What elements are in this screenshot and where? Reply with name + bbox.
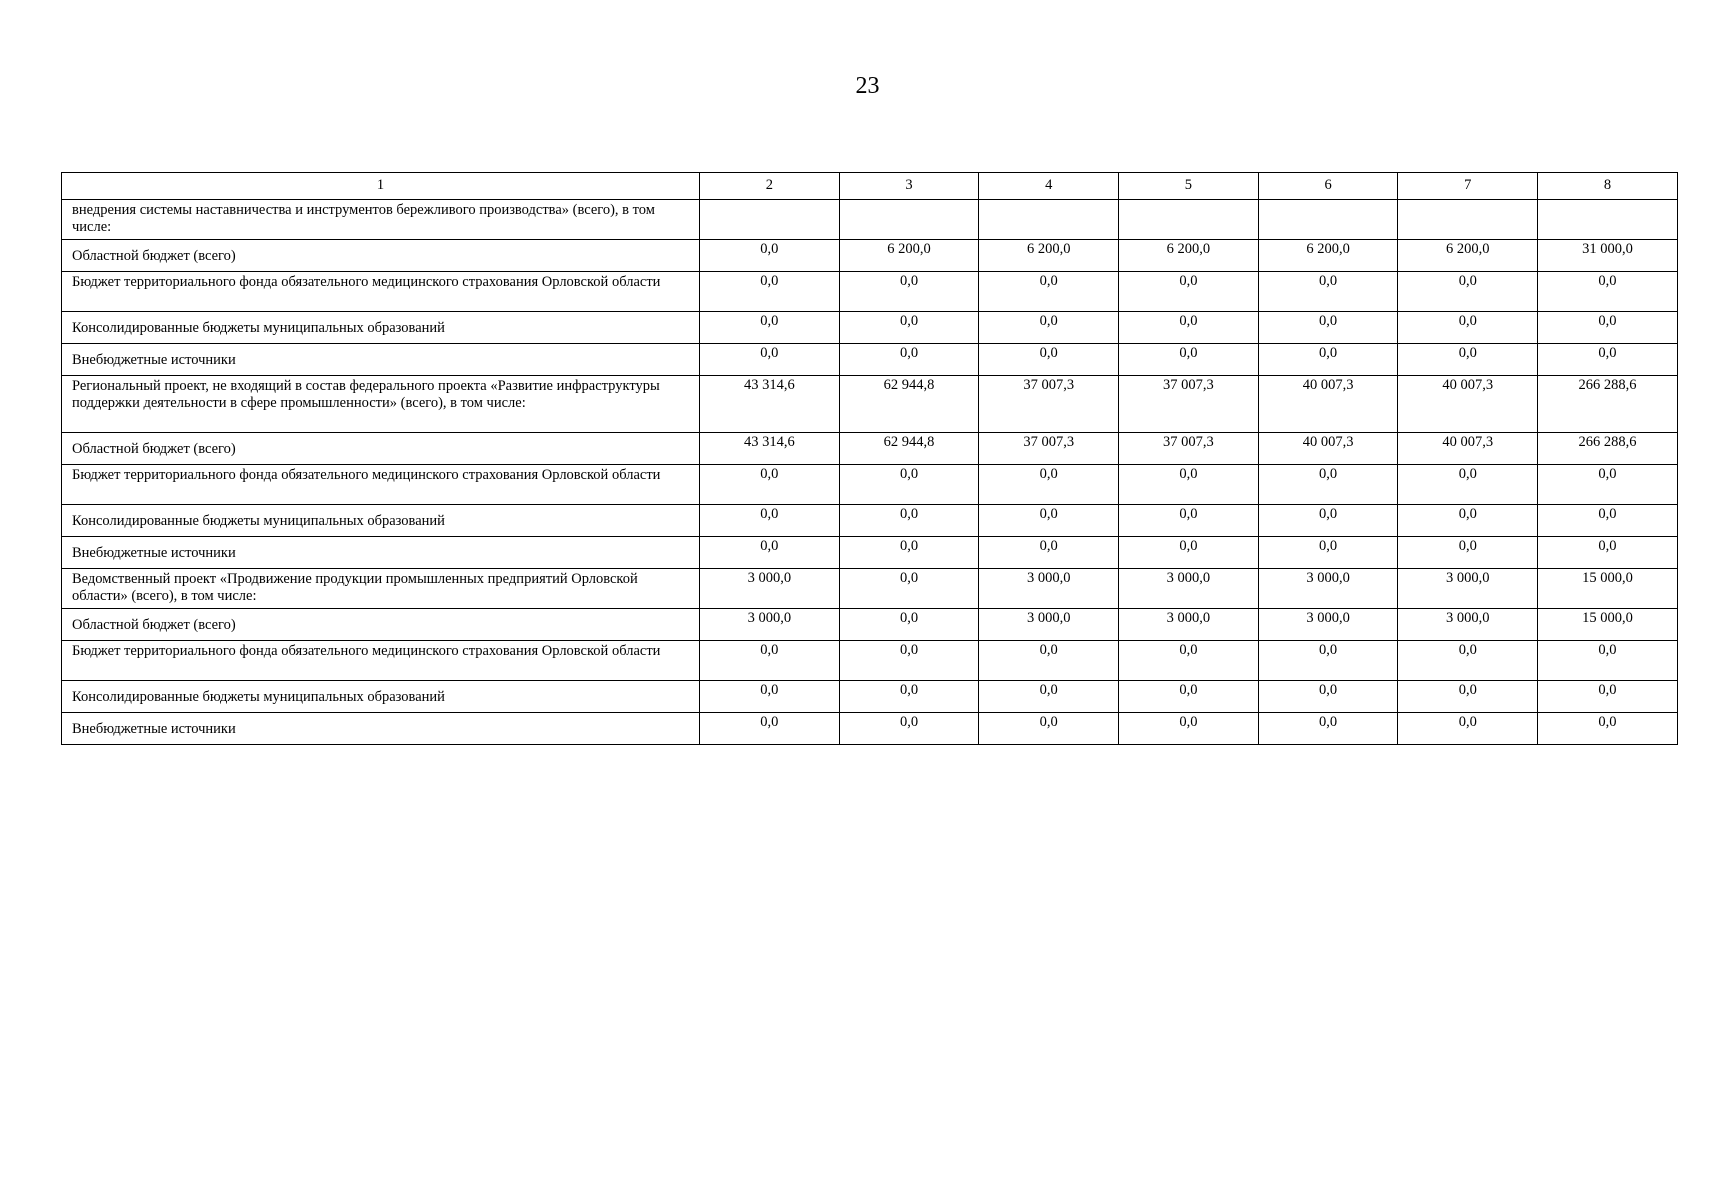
column-header: 5 <box>1119 173 1259 200</box>
table-row <box>62 376 1678 433</box>
value-cell: 0,0 <box>700 641 840 681</box>
value-cell: 0,0 <box>1398 505 1538 537</box>
table-row <box>62 569 1678 609</box>
value-cell: 0,0 <box>1398 713 1538 745</box>
table-row <box>62 433 1678 465</box>
value-cell: 0,0 <box>1119 713 1259 745</box>
value-cell <box>979 200 1119 240</box>
value-cell: 37 007,3 <box>1119 376 1259 433</box>
value-cell <box>1258 200 1398 240</box>
row-label-cell: Консолидированные бюджеты муниципальных образований <box>62 312 700 344</box>
value-cell: 0,0 <box>700 505 840 537</box>
value-cell: 31 000,0 <box>1538 240 1678 272</box>
value-cell: 0,0 <box>1398 641 1538 681</box>
value-cell: 0,0 <box>839 569 979 609</box>
value-cell: 0,0 <box>979 344 1119 376</box>
table-row <box>62 344 1678 376</box>
column-header: 3 <box>839 173 979 200</box>
value-cell: 0,0 <box>700 713 840 745</box>
row-label-cell: Внебюджетные источники <box>62 713 700 745</box>
value-cell: 0,0 <box>1258 505 1398 537</box>
row-label-cell: Бюджет территориального фонда обязательного медицинского страхования Орловской области <box>62 641 700 681</box>
value-cell: 0,0 <box>1258 681 1398 713</box>
value-cell: 0,0 <box>1119 465 1259 505</box>
value-cell: 0,0 <box>1258 465 1398 505</box>
value-cell: 0,0 <box>839 609 979 641</box>
row-label-cell: Областной бюджет (всего) <box>62 433 700 465</box>
value-cell: 0,0 <box>839 713 979 745</box>
value-cell: 3 000,0 <box>1119 609 1259 641</box>
value-cell: 0,0 <box>839 641 979 681</box>
value-cell: 6 200,0 <box>979 240 1119 272</box>
value-cell: 0,0 <box>979 713 1119 745</box>
value-cell: 37 007,3 <box>979 376 1119 433</box>
column-header: 7 <box>1398 173 1538 200</box>
value-cell: 0,0 <box>839 505 979 537</box>
value-cell: 3 000,0 <box>1398 609 1538 641</box>
header-row <box>62 173 1678 200</box>
value-cell: 62 944,8 <box>839 433 979 465</box>
value-cell: 40 007,3 <box>1258 433 1398 465</box>
value-cell: 6 200,0 <box>839 240 979 272</box>
value-cell: 0,0 <box>1538 272 1678 312</box>
value-cell: 0,0 <box>1538 713 1678 745</box>
value-cell: 0,0 <box>1258 344 1398 376</box>
page-number: 23 <box>855 73 880 99</box>
value-cell: 62 944,8 <box>839 376 979 433</box>
value-cell: 0,0 <box>1258 537 1398 569</box>
value-cell: 0,0 <box>1119 641 1259 681</box>
value-cell: 0,0 <box>700 465 840 505</box>
value-cell: 0,0 <box>979 272 1119 312</box>
value-cell <box>1119 200 1259 240</box>
value-cell: 0,0 <box>839 344 979 376</box>
value-cell: 266 288,6 <box>1538 433 1678 465</box>
column-header: 1 <box>62 173 700 200</box>
row-label-cell: внедрения системы наставничества и инструментов бережливого производства» (всего), в том числе: <box>62 200 700 240</box>
value-cell: 0,0 <box>700 312 840 344</box>
budget-table-container <box>61 172 1677 745</box>
value-cell: 0,0 <box>839 537 979 569</box>
value-cell: 0,0 <box>1119 505 1259 537</box>
value-cell: 0,0 <box>979 505 1119 537</box>
value-cell <box>1398 200 1538 240</box>
value-cell: 37 007,3 <box>979 433 1119 465</box>
value-cell: 40 007,3 <box>1398 433 1538 465</box>
value-cell: 0,0 <box>839 312 979 344</box>
table-row <box>62 713 1678 745</box>
column-header: 2 <box>700 173 840 200</box>
value-cell: 0,0 <box>839 465 979 505</box>
table-row <box>62 465 1678 505</box>
value-cell <box>700 200 840 240</box>
value-cell: 0,0 <box>700 272 840 312</box>
value-cell: 0,0 <box>1538 641 1678 681</box>
value-cell: 0,0 <box>1538 537 1678 569</box>
value-cell: 3 000,0 <box>979 569 1119 609</box>
table-row <box>62 505 1678 537</box>
value-cell: 15 000,0 <box>1538 609 1678 641</box>
value-cell: 0,0 <box>1119 272 1259 312</box>
row-label-cell: Бюджет территориального фонда обязательного медицинского страхования Орловской области <box>62 465 700 505</box>
value-cell: 3 000,0 <box>1258 569 1398 609</box>
value-cell: 0,0 <box>1119 681 1259 713</box>
value-cell: 0,0 <box>979 312 1119 344</box>
value-cell: 0,0 <box>700 240 840 272</box>
value-cell: 0,0 <box>1119 344 1259 376</box>
value-cell: 0,0 <box>700 344 840 376</box>
table-row <box>62 200 1678 240</box>
table-row <box>62 312 1678 344</box>
value-cell: 0,0 <box>1398 312 1538 344</box>
table-row <box>62 609 1678 641</box>
value-cell: 6 200,0 <box>1119 240 1259 272</box>
value-cell: 0,0 <box>1398 681 1538 713</box>
value-cell: 0,0 <box>979 537 1119 569</box>
value-cell: 0,0 <box>1538 344 1678 376</box>
row-label-cell: Областной бюджет (всего) <box>62 609 700 641</box>
table-row <box>62 240 1678 272</box>
value-cell: 15 000,0 <box>1538 569 1678 609</box>
value-cell <box>839 200 979 240</box>
value-cell: 0,0 <box>1258 641 1398 681</box>
row-label-cell: Внебюджетные источники <box>62 344 700 376</box>
value-cell: 0,0 <box>1398 537 1538 569</box>
column-header: 8 <box>1538 173 1678 200</box>
value-cell: 3 000,0 <box>979 609 1119 641</box>
value-cell: 0,0 <box>1538 312 1678 344</box>
row-label-cell: Бюджет территориального фонда обязательного медицинского страхования Орловской области <box>62 272 700 312</box>
value-cell: 0,0 <box>1538 505 1678 537</box>
value-cell <box>1538 200 1678 240</box>
value-cell: 3 000,0 <box>1119 569 1259 609</box>
value-cell: 0,0 <box>839 681 979 713</box>
value-cell: 0,0 <box>979 681 1119 713</box>
column-header: 4 <box>979 173 1119 200</box>
value-cell: 0,0 <box>1258 272 1398 312</box>
value-cell: 3 000,0 <box>700 569 840 609</box>
value-cell: 3 000,0 <box>1258 609 1398 641</box>
value-cell: 0,0 <box>700 681 840 713</box>
row-label-cell: Региональный проект, не входящий в состав федерального проекта «Развитие инфраструктуры поддержки деятельности в сфере промышленности» (всего), в том числе: <box>62 376 700 433</box>
row-label-cell: Внебюджетные источники <box>62 537 700 569</box>
value-cell: 0,0 <box>1119 312 1259 344</box>
value-cell: 0,0 <box>1398 465 1538 505</box>
value-cell: 0,0 <box>979 465 1119 505</box>
value-cell: 0,0 <box>1258 713 1398 745</box>
value-cell: 3 000,0 <box>1398 569 1538 609</box>
value-cell: 0,0 <box>839 272 979 312</box>
row-label-cell: Консолидированные бюджеты муниципальных образований <box>62 505 700 537</box>
value-cell: 0,0 <box>1538 465 1678 505</box>
value-cell: 6 200,0 <box>1258 240 1398 272</box>
value-cell: 0,0 <box>1398 272 1538 312</box>
value-cell: 40 007,3 <box>1398 376 1538 433</box>
value-cell: 37 007,3 <box>1119 433 1259 465</box>
row-label-cell: Областной бюджет (всего) <box>62 240 700 272</box>
table-row <box>62 272 1678 312</box>
row-label-cell: Ведомственный проект «Продвижение продукции промышленных предприятий Орловской области» (всего), в том числе: <box>62 569 700 609</box>
table-body <box>62 200 1678 745</box>
value-cell: 0,0 <box>979 641 1119 681</box>
value-cell: 266 288,6 <box>1538 376 1678 433</box>
budget-table <box>61 172 1678 745</box>
value-cell: 0,0 <box>1398 344 1538 376</box>
column-header: 6 <box>1258 173 1398 200</box>
value-cell: 43 314,6 <box>700 433 840 465</box>
value-cell: 0,0 <box>1119 537 1259 569</box>
value-cell: 0,0 <box>1538 681 1678 713</box>
value-cell: 6 200,0 <box>1398 240 1538 272</box>
row-label-cell: Консолидированные бюджеты муниципальных образований <box>62 681 700 713</box>
value-cell: 40 007,3 <box>1258 376 1398 433</box>
value-cell: 43 314,6 <box>700 376 840 433</box>
table-row <box>62 641 1678 681</box>
value-cell: 0,0 <box>700 537 840 569</box>
value-cell: 0,0 <box>1258 312 1398 344</box>
table-row <box>62 681 1678 713</box>
table-row <box>62 537 1678 569</box>
value-cell: 3 000,0 <box>700 609 840 641</box>
